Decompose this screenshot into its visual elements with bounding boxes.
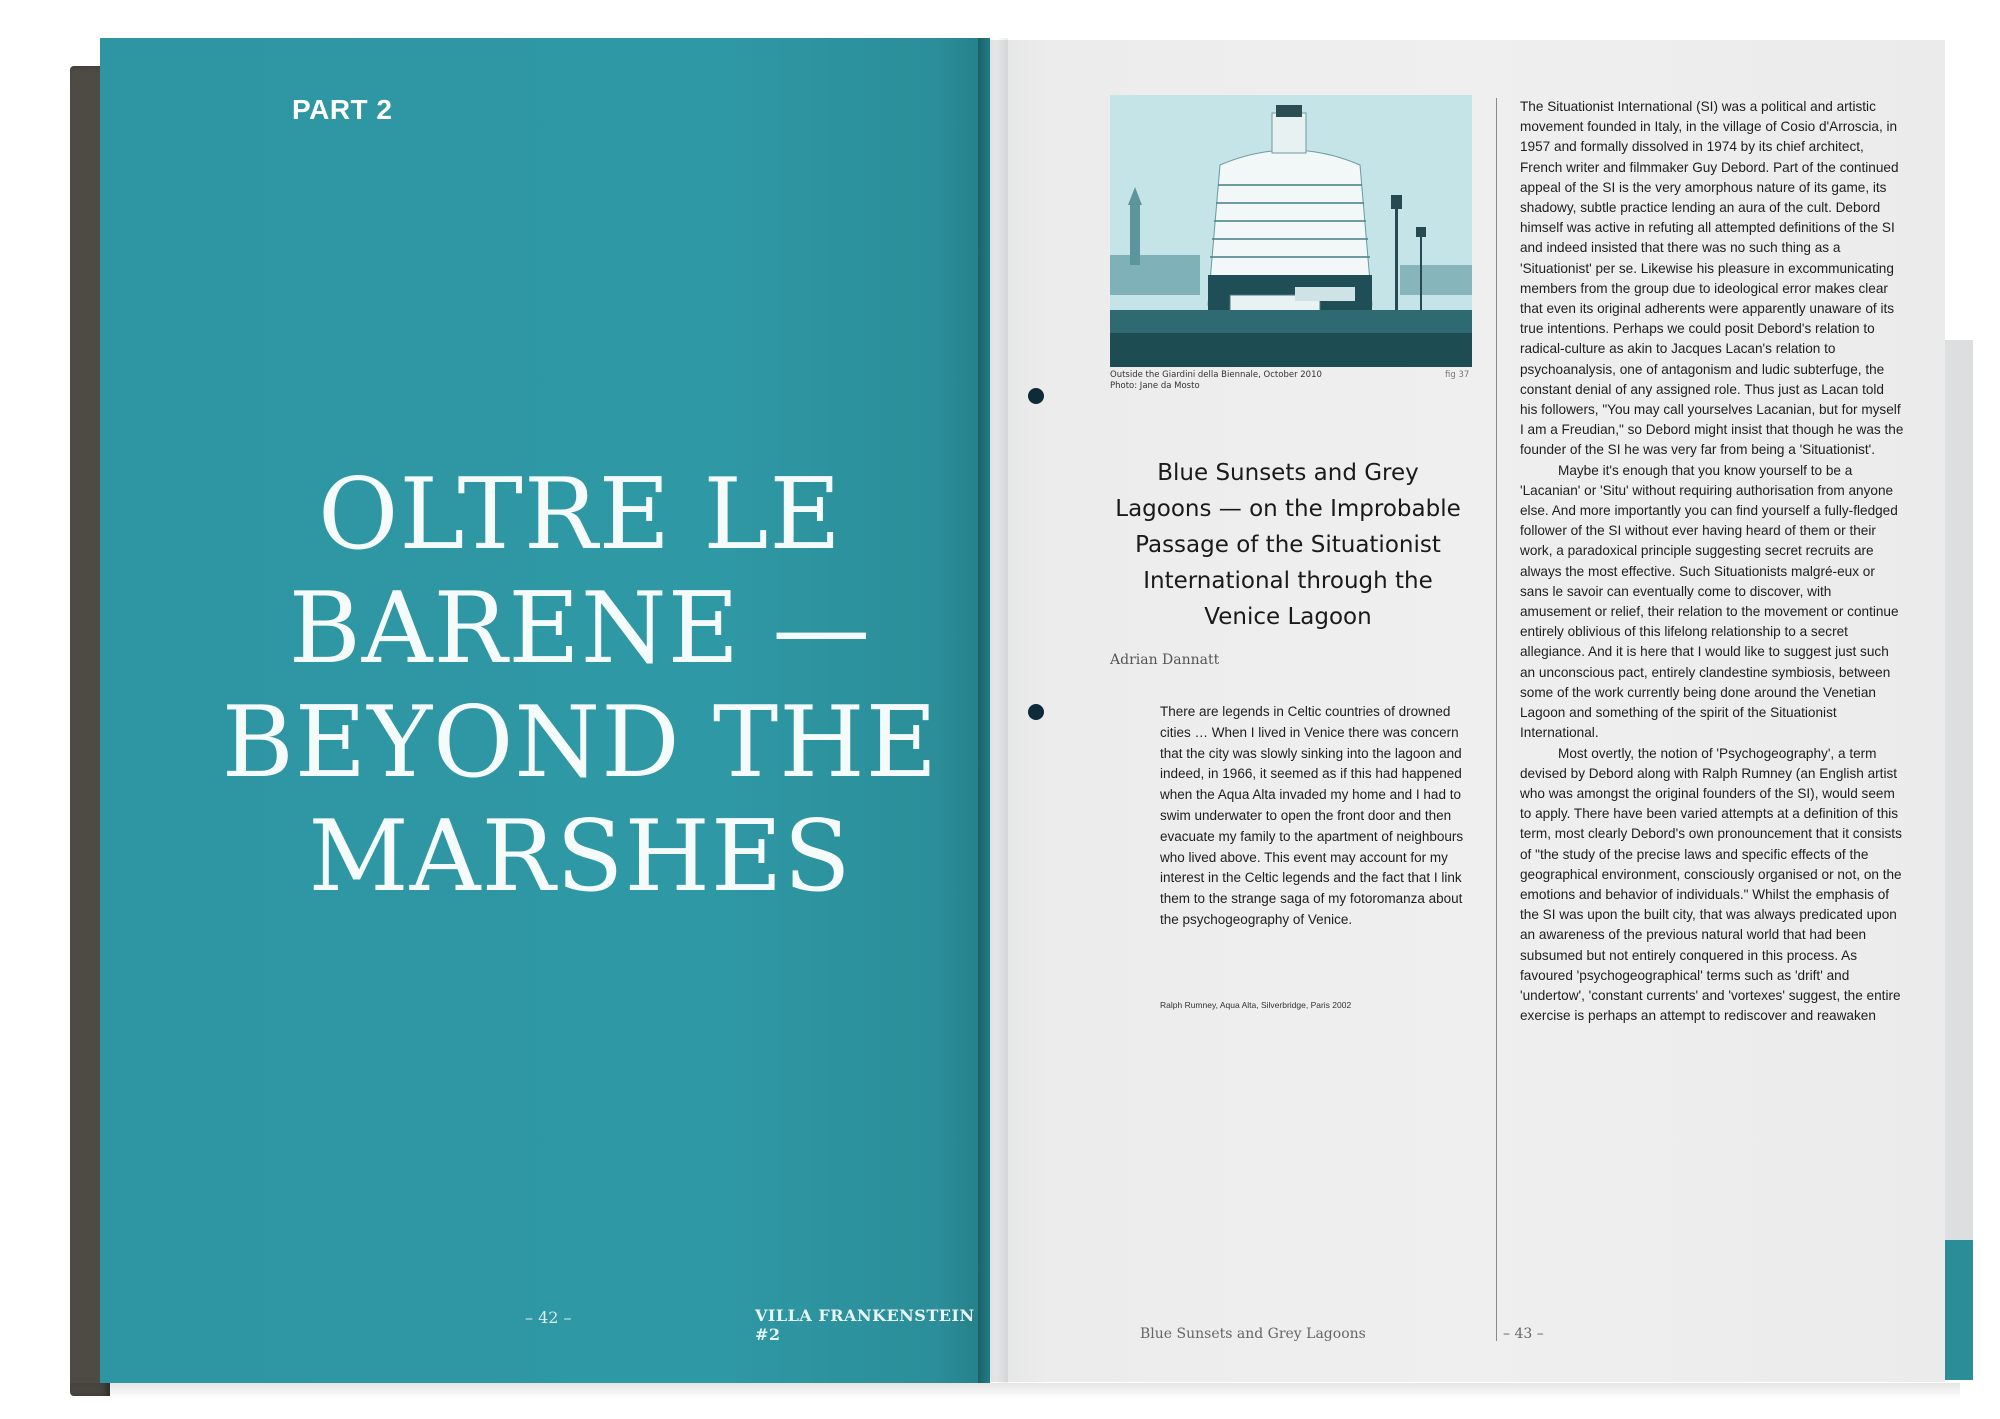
running-head-right: Blue Sunsets and Grey Lagoons	[1140, 1326, 1366, 1342]
right-page	[990, 40, 1945, 1382]
binding-hole-dot	[1028, 704, 1044, 720]
body-paragraph: Most overtly, the notion of 'Psychogeography', a term devised by Debord along with Ralph Rumney (an English artist who was amongst the original founders of the SI), would seem to apply. There have been varied attempts at a definition of this term, most clearly Debord's own pronouncement that it consists of "the study of the precise laws and specific effects of the geographical environment, consciously organised or not, on the emotions and behavior of individuals." Whilst the emphasis of the SI was upon the built city, that was always predicated upon an awareness of the previous natural world that had been subsumed but not entirely conquered in this process. As favoured 'psychogeographical' terms such as 'drift' and 'undertow', 'constant currents' and 'vortexes' suggest, the entire exercise is perhaps an attempt to rediscover and reawaken	[1520, 745, 1902, 1024]
article-title: Blue Sunsets and Grey Lagoons — on the Improbable Passage of the Situationist International through the Venice Lagoon	[1115, 460, 1461, 630]
running-head-left: VILLA FRANKENSTEIN #2	[755, 1306, 975, 1344]
photo-illustration	[1110, 95, 1472, 367]
section-title-line: BEYOND THE	[221, 686, 939, 800]
page-block-edge-right	[1945, 340, 1973, 1380]
body-paragraph: The Situationist International (SI) was a political and artistic movement founded in Italy, in the village of Cosio d'Arroscia, in 1957 and formally dissolved in 1974 by its chief architect, French writer and filmmaker Guy Debord. Part of the continued appeal of the SI is the very amorphous nature of its game, its shadowy, subtle practice lending an aura of the cult. Debord himself was active in refuting all attempted definitions of the SI and indeed insisted that there was no such thing as a 'Situationist' per se. Likewise his pleasure in excommunicating members from the group due to ideological error makes clear that even its original adherents were apparently unaware of its true intentions. Perhaps we could posit Debord's relation to radical-culture as akin to Jacques Lacan's relation to psychoanalysis, one of antagonism and ludic subterfuge, the constant denial of any assigned role. Thus just as Lacan told his followers, "You may call yourselves Lacanian, but for myself I am a Freudian," so Debord might insist that though he was the founder of the SI he was very far from being a 'Situationist'.	[1520, 99, 1904, 458]
photo-caption-line: Outside the Giardini della Biennale, October 2010	[1110, 370, 1322, 380]
page-number-right: – 43 –	[1503, 1326, 1544, 1342]
article-author: Adrian Dannatt	[1110, 652, 1220, 668]
photo-caption	[1110, 370, 1472, 392]
body-text-column	[1520, 97, 1905, 1026]
epigraph-quote: There are legends in Celtic countries of drowned cities … When I lived in Venice there was concern that the city was slowly sinking into the lagoon and indeed, in 1966, it seemed as if this had happened when the Aqua Alta invaded my home and I had to swim underwater to open the front door and then evacuate my family to the apartment of neighbours who lived above. This event may account for my interest in the Celtic legends and the fact that I link them to the strange saga of my fotoromanza about the psychogeography of Venice.	[1160, 704, 1464, 927]
epigraph-source: Ralph Rumney, Aqua Alta, Silverbridge, Paris 2002	[1160, 1000, 1352, 1010]
section-title	[170, 458, 990, 914]
spine-gutter-shadow	[978, 38, 1008, 1383]
section-title-line: MARSHES	[308, 800, 852, 914]
cruise-ship-photo	[1110, 95, 1472, 367]
page-number-left: – 42 –	[525, 1308, 572, 1327]
column-rule	[1496, 98, 1497, 1341]
binding-hole-dot	[1028, 388, 1044, 404]
section-title-line: BARENE —	[288, 572, 872, 686]
figure-number: fig 37	[1445, 370, 1470, 380]
photo-credit: Photo: Jane da Mosto	[1110, 381, 1200, 391]
part-label: PART 2	[292, 94, 393, 125]
body-paragraph: Maybe it's enough that you know yourself to be a 'Lacanian' or 'Situ' without requiring authorisation from anyone else. And more importantly you can find yourself a fully-fledged follower of the SI without ever having heard of them or their work, a paradoxical principle suggesting secret recruits are always the most effective. Such Situationists malgré-eux or sans le savoir can eventually come to discover, with amusement or relief, their relation to the movement or continue entirely oblivious of this lifelong relationship to a secret allegiance. And it is here that I would like to suggest just such an unconscious pact, entirely clandestine symbiosis, between some of the work currently being done around the Venetian Lagoon and something of the spirit of the Situationist International.	[1520, 462, 1899, 741]
book-shadow	[70, 1383, 1960, 1399]
section-title-line: OLTRE LE	[318, 458, 842, 572]
next-page-teal-strip	[1945, 1240, 1973, 1380]
left-page	[100, 38, 990, 1383]
